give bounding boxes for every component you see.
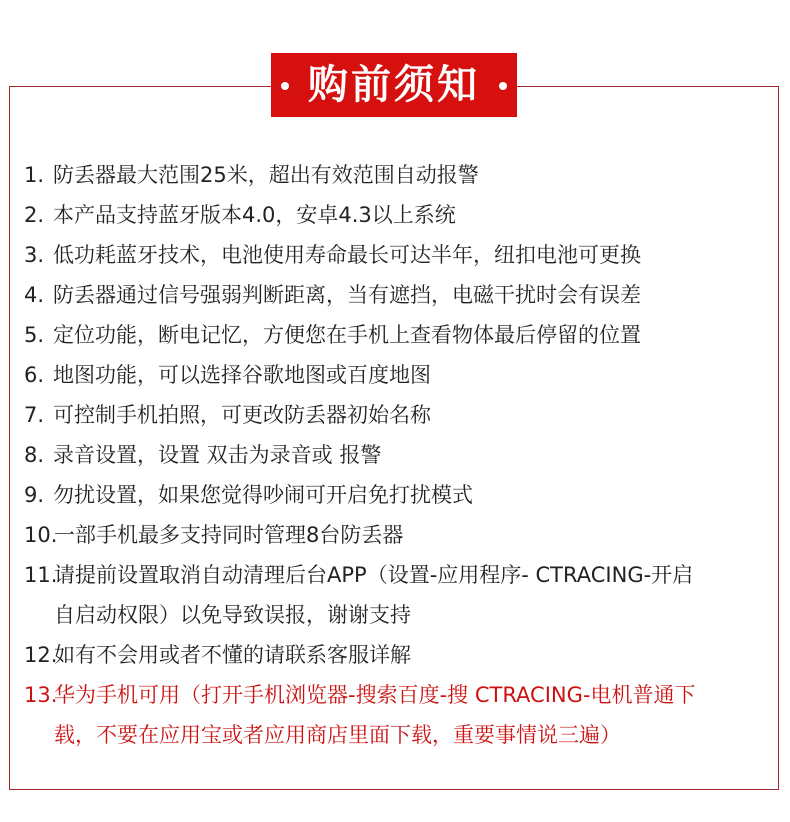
item-text: 防丢器最大范围25米，超出有效范围自动报警: [53, 163, 479, 187]
item-text: [54, 675, 774, 755]
item-number: 7.: [24, 403, 45, 427]
list-item: [24, 155, 774, 195]
list-item: [24, 515, 774, 555]
item-number: 3.: [24, 243, 45, 267]
item-number: 2.: [24, 203, 45, 227]
item-number: 1.: [24, 163, 45, 187]
list-item-highlight: [24, 675, 774, 755]
item-number: 11.: [24, 563, 58, 587]
item-number: 5.: [24, 323, 45, 347]
list-item: [24, 275, 774, 315]
list-item: [24, 355, 774, 395]
page-title: 购前须知: [308, 62, 480, 108]
item-text: 一部手机最多支持同时管理8台防丢器: [54, 523, 404, 547]
item-number: 12.: [24, 643, 58, 667]
item-text: 本产品支持蓝牙版本4.0，安卓4.3以上系统: [53, 203, 456, 227]
item-number: 9.: [24, 483, 45, 507]
item-number: 13.: [24, 683, 58, 707]
item-number: 6.: [24, 363, 45, 387]
title-dot-right-icon: [499, 82, 507, 90]
item-text: 如有不会用或者不懂的请联系客服详解: [54, 643, 411, 667]
title-dot-left-icon: [281, 82, 289, 90]
item-text: 可控制手机拍照，可更改防丢器初始名称: [53, 403, 431, 427]
item-text-line: 载，不要在应用宝或者应用商店里面下载，重要事情说三遍）: [54, 723, 621, 747]
list-item: [24, 395, 774, 435]
title-banner: [271, 53, 517, 117]
list-item: [24, 315, 774, 355]
item-text: 低功耗蓝牙技术，电池使用寿命最长可达半年，纽扣电池可更换: [53, 243, 641, 267]
title-box: [271, 53, 517, 117]
item-text-line: 自启动权限）以免导致误报，谢谢支持: [54, 603, 411, 627]
item-text-line: 请提前设置取消自动清理后台APP（设置-应用程序- CTRACING-开启: [54, 563, 694, 587]
item-text: [54, 555, 774, 635]
item-text: 防丢器通过信号强弱判断距离，当有遮挡，电磁干扰时会有误差: [53, 283, 641, 307]
notice-list: [24, 155, 774, 755]
item-text: 定位功能，断电记忆，方便您在手机上查看物体最后停留的位置: [53, 323, 641, 347]
list-item: [24, 235, 774, 275]
item-text: 地图功能，可以选择谷歌地图或百度地图: [53, 363, 431, 387]
item-text-line: 华为手机可用（打开手机浏览器-搜索百度-搜 CTRACING-电机普通下: [54, 683, 696, 707]
item-text: 录音设置，设置 双击为录音或 报警: [53, 443, 382, 467]
item-number: 4.: [24, 283, 45, 307]
item-number: 8.: [24, 443, 45, 467]
list-item: [24, 475, 774, 515]
list-item: [24, 555, 774, 635]
item-text: 勿扰设置，如果您觉得吵闹可开启免打扰模式: [53, 483, 473, 507]
list-item: [24, 635, 774, 675]
item-number: 10.: [24, 523, 58, 547]
list-item: [24, 435, 774, 475]
list-item: [24, 195, 774, 235]
